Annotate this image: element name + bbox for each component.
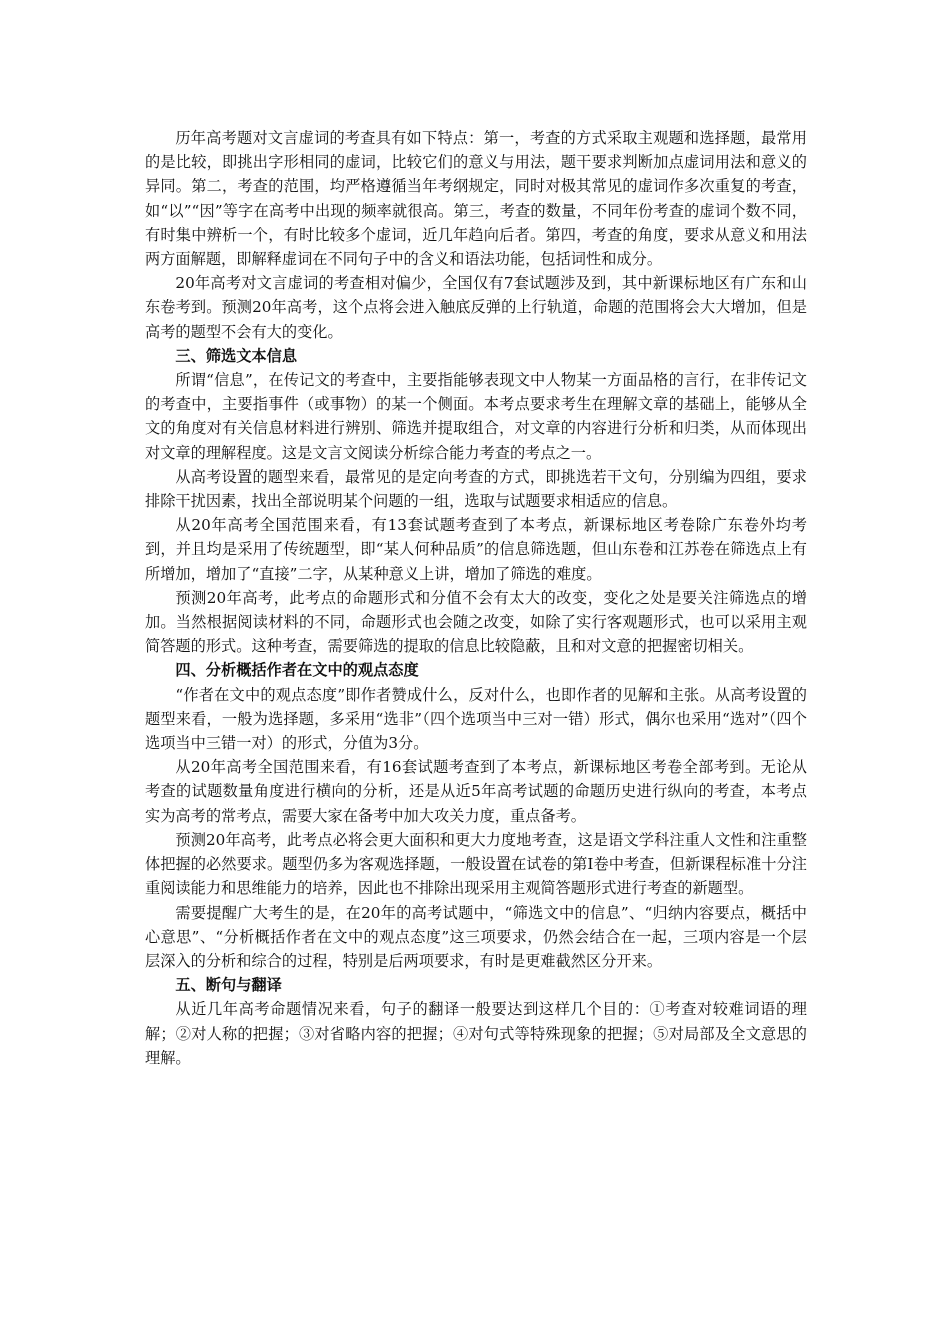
paragraph-information-national-scope: 从20年高考全国范围来看，有13套试题考查到了本考点，新课标地区考卷除广东卷外均考到，并且均是采用了传统题型，即“某人何种品质”的信息筛选题，但山东卷和江苏卷在筛选点上有所增加，增加了“直接”二字，从某种意义上讲，增加了筛选的难度。	[145, 516, 807, 583]
paragraph-function-words-features: 历年高考题对文言虚词的考查具有如下特点：第一，考查的方式采取主观题和选择题，最常用的是比较，即挑出字形相同的虚词，比较它们的意义与用法，题干要求判断加点虚词用法和意义的异同。第二，考查的范围，均严格遵循当年考纲规定，同时对极其常见的虚词作多次重复的考查，如“以”“因”等字在高考中出现的频率就很高。第三，考查的数量，不同年份考查的虚词个数不同，有时集中辨析一个，有时比较多个虚词，近几年趋向后者。第四，考查的角度，要求从意义和用法两方面解题，即解释虚词在不同句子中的含义和语法功能，包括词性和成分。	[145, 129, 807, 269]
section-heading-3: 三、筛选文本信息	[175, 346, 298, 365]
paragraph-attitude-definition: “作者在文中的观点态度”即作者赞成什么，反对什么，也即作者的见解和主张。从高考设置的题型来看，一般为选择题，多采用“选非”（四个选项当中三对一错）形式，偶尔也采用“选对”（四个选项当中三错一对）的形式，分值为3分。	[145, 685, 807, 753]
paragraph-information-question-type: 从高考设置的题型来看，最常见的是定向考查的方式，即挑选若干文句，分别编为四组，要求排除干扰因素，找出全部说明某个问题的一组，选取与试题要求相适应的信息。	[145, 467, 807, 511]
paragraph-attitude-reminder: 需要提醒广大考生的是，在20年的高考试题中，“筛选文中的信息”、“归纳内容要点，概括中心意思”、“分析概括作者在文中的观点态度”这三项要求，仍然会结合在一起，三项内容是一个层层深入的分析和综合的过程，特别是后两项要求，有时是更难截然区分开来。	[145, 903, 807, 970]
paragraph-information-forecast: 预测20年高考，此考点的命题形式和分值不会有太大的改变，变化之处是要关注筛选点的增加。当然根据阅读材料的不同，命题形式也会随之改变，如除了实行客观题形式，也可以采用主观简答题的形式。这种考查，需要筛选的提取的信息比较隐蔽，且和对文意的把握密切相关。	[145, 588, 807, 656]
section-heading-5: 五、断句与翻译	[175, 976, 282, 995]
paragraph-information-definition: 所谓“信息”，在传记文的考查中，主要指能够表现文中人物某一方面品格的言行，在非传记文的考查中，主要指事件（或事物）的某一个侧面。本考点要求考生在理解文章的基础上，能够从全文的角度对有关信息材料进行辨别、筛选并提取组合，对文章的内容进行分析和归类，从而体现出对文章的理解程度。这是文言文阅读分析综合能力考查的考点之一。	[145, 371, 807, 462]
paragraph-attitude-forecast: 预测20年高考，此考点必将会更大面积和更大力度地考查，这是语文学科注重人文性和注重整体把握的必然要求。题型仍多为客观选择题，一般设置在试卷的第Ⅰ卷中考查，但新课程标准十分注重阅读能力和思维能力的培养，因此也不排除出现采用主观简答题形式进行考查的新题型。	[145, 830, 807, 898]
document-body	[145, 126, 807, 1070]
paragraph-translation-goals: 从近几年高考命题情况来看，句子的翻译一般要达到这样几个目的：①考查对较难词语的理解；②对人称的把握；③对省略内容的把握；④对句式等特殊现象的把握；⑤对局部及全文意思的理解。	[145, 1000, 807, 1067]
section-heading-4: 四、分析概括作者在文中的观点态度	[175, 661, 419, 680]
paragraph-function-words-forecast: 20年高考对文言虚词的考查相对偏少，全国仅有7套试题涉及到，其中新课标地区有广东和山东卷考到。预测20年高考，这个点将会进入触底反弹的上行轨道，命题的范围将会大大增加，但是高考的题型不会有大的变化。	[145, 274, 807, 341]
paragraph-attitude-national-scope: 从20年高考全国范围来看，有16套试题考查到了本考点，新课标地区考卷全部考到。无论从考查的试题数量角度进行横向的分析，还是从近5年高考试题的命题历史进行纵向的考查，本考点实为高考的常考点，需要大家在备考中加大攻关力度，重点备考。	[145, 758, 807, 825]
